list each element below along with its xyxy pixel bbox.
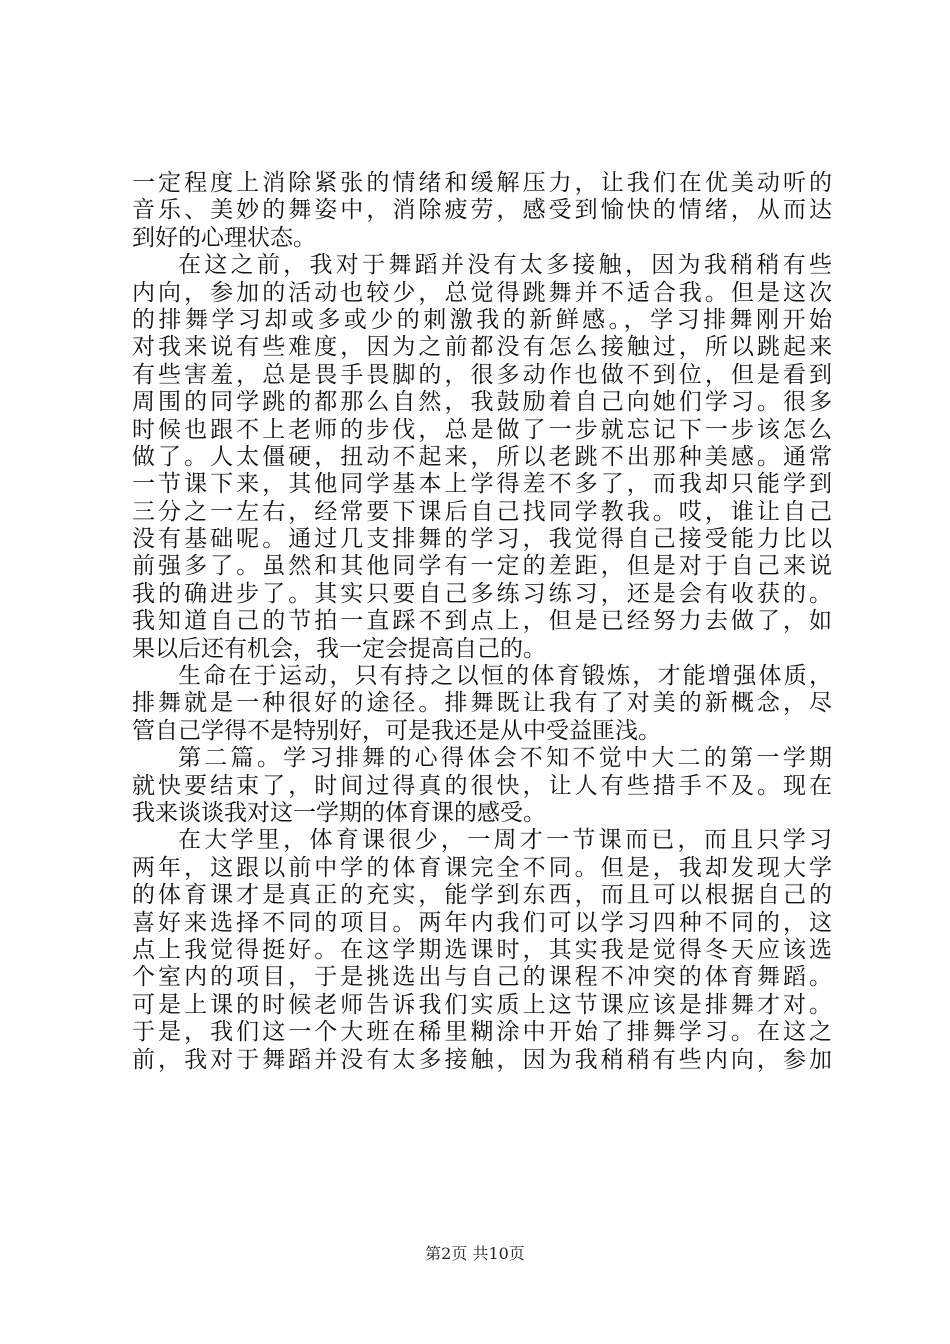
text-line: 在这之前，我对于舞蹈并没有太多接触，因为我稍稍有些 (178, 252, 832, 279)
text-line: 点上我觉得挺好。在这学期选课时，其实我是觉得冬天应该选 (132, 936, 832, 963)
text-line: 我知道自己的节拍一直踩不到点上，但是已经努力去做了，如 (132, 608, 832, 635)
text-line: 没有基础呢。通过几支排舞的学习，我觉得自己接受能力比以 (132, 526, 832, 553)
text-line: 生命在于运动，只有持之以恒的体育锻炼，才能增强体质， (178, 663, 832, 690)
text-line: 个室内的项目，于是挑选出与自己的课程不冲突的体育舞蹈。 (132, 964, 832, 991)
text-line: 排舞就是一种很好的途径。排舞既让我有了对美的新概念，尽 (132, 690, 832, 717)
text-line: 第二篇。学习排舞的心得体会不知不觉中大二的第一学期 (178, 745, 832, 772)
text-line: 对我来说有些难度，因为之前都没有怎么接触过，所以跳起来 (132, 334, 832, 361)
text-line: 两年，这跟以前中学的体育课完全不同。但是，我却发现大学 (132, 854, 832, 881)
text-line: 于是，我们这一个大班在稀里糊涂中开始了排舞学习。在这之 (132, 1019, 832, 1046)
text-line: 有些害羞，总是畏手畏脚的，很多动作也做不到位，但是看到 (132, 361, 832, 388)
text-line: 周围的同学跳的都那么自然，我鼓励着自己向她们学习。很多 (132, 389, 832, 416)
text-line: 到好的心理状态。 (132, 224, 316, 251)
text-line: 就快要结束了，时间过得真的很快，让人有些措手不及。现在 (132, 772, 832, 799)
text-line: 我的确进步了。其实只要自己多练习练习，还是会有收获的。 (132, 580, 832, 607)
text-line: 一节课下来，其他同学基本上学得差不多了，而我却只能学到 (132, 471, 832, 498)
text-line: 的体育课才是真正的充实，能学到东西，而且可以根据自己的 (132, 882, 832, 909)
text-line: 在大学里，体育课很少，一周才一节课而已，而且只学习 (178, 827, 832, 854)
text-line: 喜好来选择不同的项目。两年内我们可以学习四种不同的，这 (132, 909, 832, 936)
page-number-footer: 第2页 共10页 (425, 1244, 525, 1263)
text-line: 管自己学得不是特别好，可是我还是从中受益匪浅。 (132, 717, 661, 744)
text-line: 的排舞学习却或多或少的刺激我的新鲜感。，学习排舞刚开始 (132, 306, 832, 333)
text-line: 时候也跟不上老师的步伐，总是做了一步就忘记下一步该怎么 (132, 416, 832, 443)
document-body (132, 170, 832, 1074)
text-line: 我来谈谈我对这一学期的体育课的感受。 (132, 799, 546, 826)
text-line: 可是上课的时候老师告诉我们实质上这节课应该是排舞才对。 (132, 991, 832, 1018)
text-line: 一定程度上消除紧张的情绪和缓解压力，让我们在优美动听的 (132, 170, 832, 196)
text-line: 三分之一左右，经常要下课后自己找同学教我。哎，谁让自己 (132, 498, 832, 525)
text-line: 内向，参加的活动也较少，总觉得跳舞并不适合我。但是这次 (132, 279, 832, 306)
text-line: 果以后还有机会，我一定会提高自己的。 (132, 635, 546, 662)
text-line: 前强多了。虽然和其他同学有一定的差距，但是对于自己来说 (132, 553, 832, 580)
text-line: 音乐、美妙的舞姿中，消除疲劳，感受到愉快的情绪，从而达 (132, 197, 832, 224)
text-line: 前，我对于舞蹈并没有太多接触，因为我稍稍有些内向，参加 (132, 1046, 832, 1073)
text-line: 做了。人太僵硬，扭动不起来，所以老跳不出那种美感。通常 (132, 443, 832, 470)
